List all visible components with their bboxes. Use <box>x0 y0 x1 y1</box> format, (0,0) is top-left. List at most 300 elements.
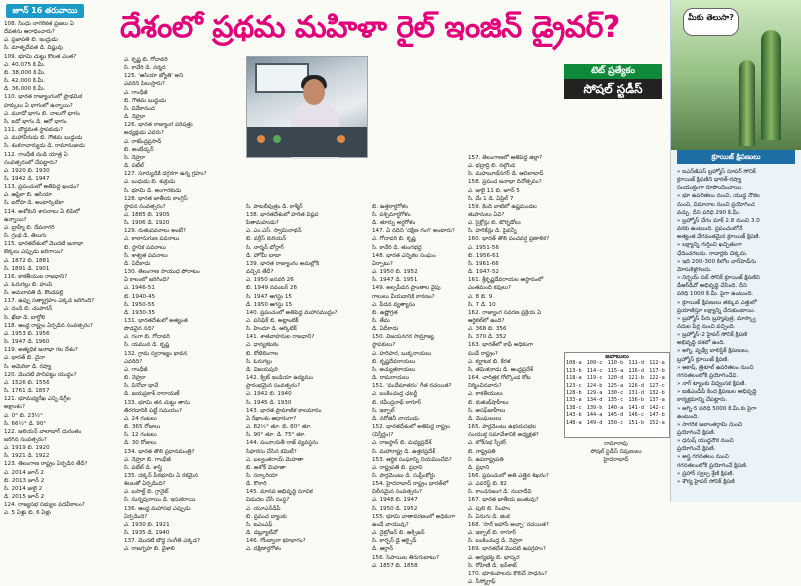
question-line: ఎ. ఎం.ఎస్. స్వామినాథన్ <box>246 228 302 235</box>
question-line: 134. భారత తొలి ప్రధానమంత్రి? <box>124 448 195 455</box>
question-line: 162. రాజ్యాంగ సవరణ ప్రక్రియ ఏ <box>468 309 542 316</box>
question-line: బి. 365 రోజులు <box>124 424 161 431</box>
question-line: డి. జయప్రకాశ్ నారాయణ్ <box>124 391 180 398</box>
question-line <box>468 129 560 137</box>
question-column-6 <box>564 104 668 348</box>
question-line: 140. ప్రపంచంలో అతిపెద్ద మహాసముద్రం? <box>246 309 338 316</box>
question-line: ఎ. ఎవరెస్ట్ బి. కె2 <box>468 481 507 488</box>
answer-cell: 139-b <box>586 404 603 411</box>
question-line <box>468 105 560 113</box>
question-line: సి. 1761 డి. 1857 <box>4 388 50 395</box>
sidebar-line: ప్రయోగించే క్షిపణి. <box>677 446 716 453</box>
question-line: ఎ. 1885 బి. 1905 <box>124 211 170 218</box>
question-line: సిఫారసు చేసిన కమిటీ? <box>246 448 297 455</box>
question-line: (విస్తీర్ణం)? <box>372 432 394 439</box>
question-line <box>246 178 364 186</box>
question-line: 151. 'వందేమాతరం' గీత రచయిత? <box>372 383 452 390</box>
answer-cell: 133-a <box>566 397 582 404</box>
question-line: 158. ప్రపంచ జనాభా దినోత్సవం? <box>468 179 542 186</box>
question-line: బి. నెహ్రూ <box>124 375 146 382</box>
question-line: ఎ. ఇక్బాల్ బి. ఠాగూర్ <box>468 530 516 537</box>
answer-cell: 109-c <box>586 360 603 367</box>
answer-cell: 137-a <box>649 397 665 404</box>
question-line: 111. బౌద్ధమత స్థాపకుడు? <box>4 127 63 134</box>
sidebar-line: » ఇది 200-300 కిలోల వార్‌హెడ్‌ను <box>677 258 757 265</box>
question-line: 126. భారత రాజ్యాంగ పరిషత్తు <box>124 122 193 129</box>
question-line: సి. తమిళనాడు డి. ఆంధ్రప్రదేశ్ <box>468 366 533 373</box>
question-line: ఎ. దండి బి. చంపారన్ <box>4 306 53 313</box>
question-line: 117. ఉప్పు సత్యాగ్రహం ఎక్కడ జరిగింది? <box>4 298 95 305</box>
question-line: ఎ. ఓరుగల్లు బి. హంపి <box>4 282 53 288</box>
answer-cell: 150-c <box>607 419 624 426</box>
question-line: 163. భారత్‌లో కాఫీ అధికంగా <box>468 342 534 349</box>
sidebar-line: » బ్రహ్మోస్ పేరు బ్రహ్మపుత్ర, మాస్క్వా <box>677 315 756 322</box>
question-line: ఎ. కాలానుగుణ పవనాలు <box>124 236 180 243</box>
question-line: ఎ. రాజేంద్రప్రసాద్ <box>124 138 162 145</box>
answer-cell: 125-a <box>607 382 624 389</box>
question-column-5 <box>468 56 560 585</box>
answer-cell: 138-c <box>566 404 582 411</box>
question-line <box>372 162 464 170</box>
sidebar-line: » అస్త్ర గగనతలం నుంచి <box>677 454 729 461</box>
question-line: 135. దక్కన్ పీఠభూమి ఏ రకమైన <box>124 472 199 479</box>
question-line: పండే రాష్ట్రం? <box>468 350 498 357</box>
question-line: ఎ. బుధుడు బి. శుక్రుడు <box>124 179 176 186</box>
question-line: డి. రామరాయలు <box>372 375 410 382</box>
sidebar-line: అభివృద్ధి దశలో ఉంది. <box>677 340 726 347</box>
question-line: 170. భూకంపాలను కొలిచే సాధనం? <box>468 570 548 577</box>
question-line: సి. హరికేన్లు డి. పైవన్నీ <box>468 228 517 235</box>
answer-cell: 118-a <box>566 375 582 382</box>
question-line: శిలలతో ఏర్పడింది? <box>124 481 166 488</box>
question-line: 129. రుతుపవనాలు అంటే? <box>124 228 186 235</box>
question-line: 157. తెలంగాణలో అతిపెద్ద జిల్లా? <box>468 154 543 161</box>
question-line: 120. మొదటి పానిపట్టు యుద్ధం? <box>4 371 77 378</box>
answer-cell: 120-d <box>607 375 624 382</box>
sidebar-line: వచ్చు. దీని పరిధి 290 కి.మీ. <box>677 209 741 216</box>
question-line: సి. కావేరి డి. తుంగభద్ర <box>372 244 422 251</box>
question-line: సి. 1950-55 <box>124 301 155 308</box>
question-line <box>372 121 464 129</box>
question-line: 150. విజయనగర సామ్రాజ్య <box>372 334 434 341</box>
answers-row <box>565 405 669 412</box>
question-line <box>246 187 364 195</box>
answers-table <box>565 360 669 427</box>
question-line <box>468 64 560 72</box>
question-line: లెక్కలు ఎప్పుడు జరిగాయి? <box>4 249 64 256</box>
sidebar-line: » ఐజీఎండీపీ కింద క్షిపణుల అభివృద్ధి <box>677 389 757 396</box>
question-line: ఎ. 1942 బి. 1940 <box>246 391 292 398</box>
question-line: సి. ఏనుగు డి. జింక <box>468 513 510 520</box>
missile-icon <box>739 60 755 146</box>
question-line: డి. మొఘలులు <box>468 415 502 422</box>
question-line: ఎ. మూడో భాగం బి. నాలుగో భాగం <box>4 110 80 117</box>
question-line: బి. స్థానిక పవనాలు <box>124 244 166 251</box>
sidebar-line: » నిర్భయ్ సబ్ సోనిక్ క్రూయిజ్ క్షిపణిని <box>677 275 760 282</box>
answer-cell: 115-a <box>607 367 624 374</box>
question-line: సి. 1921 డి. 1922 <box>4 453 50 460</box>
question-line: సి. హిందూ డి. ఆర్కిటిక్ <box>246 326 297 333</box>
question-line: 127. సూర్యుడికి దగ్గరగా ఉన్న గ్రహం? <box>124 171 207 178</box>
question-line: ఎ. 1930 బి. 1921 <box>124 521 170 528</box>
train-driver-photo <box>246 56 368 158</box>
question-line: డి. 1947-52 <box>468 269 500 276</box>
question-line: తిరగడానికి పట్టే సమయం? <box>124 407 183 414</box>
answers-row <box>565 420 669 427</box>
question-line: బి. ఉత్తరార్ధగోళం <box>372 203 408 210</box>
question-line: ఎ. ప్రజాపతి బి. ఇంద్రుడు <box>4 37 58 44</box>
answer-cell: 110-b <box>607 360 624 367</box>
question-line <box>372 138 464 146</box>
question-line <box>246 162 364 170</box>
question-line: 132. గ్రామ స్వరాజ్యం భావన <box>124 350 188 357</box>
answers-row <box>565 360 669 367</box>
question-line: ఎ. సీస్మోగ్రాఫ్ <box>468 579 496 585</box>
question-line: 130. తెలంగాణ సాయుధ పోరాటం <box>124 269 200 276</box>
sidebar-line: క్రూయిజ్ క్షిపణిని భారత్-రష్యా <box>677 177 742 184</box>
question-line <box>372 113 464 121</box>
question-line: ఎ. బసాల్ట్ బి. గ్రానైట్ <box>124 489 169 496</box>
question-line: సి. నార్మన్ బోర్లాగ్ <box>246 244 284 251</box>
sidebar-line: » అగ్ని-5 పరిధి 5000 కి.మీ.కు పైగా <box>677 405 757 412</box>
question-line: సి. వివేకానంద <box>124 105 155 112</box>
sidebar-line: » ధనుష్ యుద్ధనౌక నుంచి <box>677 438 734 445</box>
question-line: 115. భారతదేశంలో మొదటి జనాభా <box>4 241 84 248</box>
question-line: సంయుక్త సమావేశానికి అధ్యక్షత? <box>468 432 539 439</box>
question-line: సి. 90° తూ. డి. 75° తూ. <box>246 432 307 439</box>
question-line: సంవత్సరంలో చేపట్టారు? <box>4 159 58 166</box>
sidebar-line: » నాగ్ ట్యాంకు విధ్వంసక క్షిపణి. <box>677 381 747 388</box>
question-line: సి. మహబూబ్‌నగర్ డి. ఆదిలాబాద్ <box>468 171 544 178</box>
question-line: 122. జలియన్ వాలాబాగ్ దురంతం <box>4 428 82 435</box>
question-line: బి. అంబేడ్కర్ <box>124 146 154 153</box>
question-line: సి. కావేరి డి. నర్మద <box>124 65 166 72</box>
question-line <box>246 195 364 203</box>
question-line: డి. డబ్ల్యూటీవో <box>246 530 278 537</box>
question-line: ఎ. 1872 బి. 1881 <box>4 257 50 264</box>
question-line: 143. భారత ప్రామాణిక కాలమానం <box>246 407 322 414</box>
answer-cell: 124-b <box>586 382 603 389</box>
question-line <box>372 89 464 97</box>
question-line: బి. 1949 నవంబర్ 26 <box>246 285 298 292</box>
question-line: 138. భారతదేశంలో హరిత విప్లవ <box>246 211 319 218</box>
question-line: అధ్యక్షుడు ఎవరు? <box>124 130 164 137</box>
question-line: సి. ఉపరాష్ట్రపతి <box>468 456 504 463</box>
question-line: డి. 1950 ఆగస్టు 15 <box>246 301 293 308</box>
question-line: 125. 'ఆసియా జ్యోతి' అని <box>124 73 184 80</box>
question-line: సి. సర్కారియా <box>246 472 278 479</box>
sidebar-line: వరకు ఉంటుంది. ప్రపంచంలోనే <box>677 226 743 233</box>
question-line: సి. గ్రంథ డి. తెలుగు <box>4 233 47 240</box>
question-line: జరిగిన సంవత్సరం? <box>4 436 47 443</box>
sidebar-line: నుంచి, విమానాల నుంచి ప్రయోగించ <box>677 201 755 208</box>
question-line: 116. కాకతీయుల రాజధాని? <box>4 273 68 280</box>
question-line: 108. సింధు నాగరికత ప్రజలు ఏ <box>4 21 74 27</box>
question-line: ఎ. బ్రాహ్మీ బి. దేవనాగరి <box>4 224 55 231</box>
answer-cell: 112-a <box>649 360 665 367</box>
question-line: డి. ఏదీకాదు <box>124 260 151 267</box>
question-line: వచ్చిన తేదీ? <box>246 269 274 276</box>
answers-row <box>565 397 669 404</box>
question-line: ఎ. భారత్ బి. చైనా <box>4 355 45 362</box>
answer-cell: 116-d <box>628 367 645 374</box>
answer-cell: 144-a <box>586 412 603 419</box>
answer-cell: 130-c <box>607 390 624 397</box>
question-line: ఎ. పీడన వ్యత్యాసం <box>372 301 416 308</box>
question-line: సి. 1906 డి. 1920 <box>124 220 170 227</box>
question-line: 133. భూమి తన చుట్టు తాను <box>124 399 190 406</box>
sidebar-line: » శౌర్య హైపర్ సోనిక్ క్షిపణి <box>677 478 735 485</box>
question-line <box>372 129 464 137</box>
question-line: ఎ. గోదావరి బి. కృష్ణ <box>372 236 416 243</box>
question-line: సి. వినోబా భావే <box>124 383 159 390</box>
question-line: ఎ. 1920 బి. 1930 <box>4 167 50 174</box>
question-line: స్థాపన సంవత్సరం? <box>124 203 166 210</box>
question-line: బి. రాష్ట్రపతి <box>468 448 496 455</box>
social-studies-label: సోషల్ స్టడీస్ <box>564 79 662 99</box>
question-line: బి. రవీంద్రనాథ్ ఠాగూర్ <box>372 399 422 406</box>
question-line: ఉండే వాయువు? <box>372 521 409 528</box>
question-line: ఎ. జులై 11 బి. జూన్ 5 <box>468 187 520 194</box>
question-line: దేవతను ఆరాధించారు? <box>4 29 55 36</box>
sidebar-line: బ్రహ్మోస్ క్రూయిజ్ క్షిపణి. <box>677 356 729 363</box>
sidebar-line: ప్రయాణిస్తూ లక్ష్యాన్ని చేరుకుంటాయి. <box>677 307 756 314</box>
question-line: డి. కొఠారి <box>246 481 267 488</box>
question-line: ఎ. గాంధీజీ <box>124 366 148 373</box>
sidebar-line: మోసుకెళ్లగలదు. <box>677 266 712 273</box>
question-line: ఏ రేఖాంశం ఆధారంగా? <box>246 415 297 422</box>
question-line: 139. భారత రాజ్యాంగం అమల్లోకి <box>246 260 320 267</box>
question-line <box>468 80 560 88</box>
question-line <box>372 105 464 113</box>
question-line: 167. భారత జాతీయ జంతువు? <box>468 497 539 504</box>
question-line: సి. ఐరోపా డి. అంటార్కిటికా <box>4 200 64 207</box>
question-line: 142. క్విట్ ఇండియా ఉద్యమం <box>246 375 314 382</box>
question-column-2 <box>124 56 242 553</box>
question-line <box>468 121 560 129</box>
question-line: 149. అల్పపీడన ప్రాంతాల వైపు <box>372 285 441 292</box>
answers-row <box>565 383 669 390</box>
question-line: డి. పటేల్ <box>124 163 144 170</box>
question-line: హక్కులు ఏ భాగంలో ఉన్నాయి? <box>4 102 73 109</box>
question-line: బి. కుతుబ్‌షాహీలు <box>468 399 509 406</box>
question-line: 110. భారత రాజ్యాంగంలో ప్రాథమిక <box>4 94 83 101</box>
question-line: సి. ఇక్బాల్ <box>372 407 395 414</box>
question-line: ఎ. 1948 బి. 1947 <box>372 497 418 504</box>
question-line: బి. గౌతమ బుద్ధుడు <box>124 97 167 104</box>
question-line: 112. గాంధీజీ దండి యాత్ర ఏ <box>4 151 68 158</box>
question-line: 114. అశోకుని శాసనాలు ఏ లిపిలో <box>4 208 80 215</box>
question-line: సి. 66½° డి. 90° <box>4 420 47 427</box>
answers-box <box>564 352 670 438</box>
question-line: బి. కృష్ణదేవరాయలు <box>372 358 416 365</box>
answer-cell: 131-d <box>628 390 645 397</box>
question-line: స్థాపకులు? <box>372 342 396 349</box>
missile-illustration <box>671 0 801 150</box>
question-line: ఎ. బల్వంతరాయ్ మెహతా <box>246 456 304 463</box>
answer-cell: 143-b <box>566 412 582 419</box>
question-line: ఎ. 82½° తూ. బి. 80° తూ. <box>246 424 312 431</box>
question-line: ఎ. పులి బి. సింహం <box>468 505 511 512</box>
question-line: సి. మహారాష్ట్ర డి. ఉత్తరప్రదేశ్ <box>372 448 436 455</box>
answer-cell: 140-a <box>607 404 624 411</box>
question-line: 128. భారత జాతీయ కాంగ్రెస్ <box>124 195 188 202</box>
question-line <box>468 72 560 80</box>
question-line: సి. 1945 డి. 1930 <box>246 399 292 406</box>
question-line <box>372 195 464 203</box>
question-line: ఎ. 24 గంటలు <box>124 415 157 422</box>
question-line: బి. 38,000 కి.మీ. <box>4 69 46 76</box>
question-line <box>372 154 464 162</box>
question-line: ఎ. హరిహర, బుక్కరాయలు <box>372 350 432 357</box>
question-line: పొడవైన నది? <box>124 326 155 333</box>
question-line: సి. 1891 డి. 1901 <box>4 265 50 272</box>
question-line <box>372 97 464 105</box>
question-line <box>468 113 560 121</box>
answers-row <box>565 368 669 375</box>
answer-cell: 145-d <box>607 412 624 419</box>
sidebar-line: పరిధి 1000 కి.మీ. పైగా ఉంటుంది. <box>677 291 754 298</box>
question-line: ఎ. 1951-56 <box>468 244 499 251</box>
question-line <box>468 146 560 154</box>
question-line: ప్రారంభమైన సంవత్సరం? <box>246 383 301 390</box>
question-line: 169. భారతదేశ మొదటి ఉపగ్రహం? <box>468 546 546 553</box>
question-line <box>372 64 464 72</box>
question-line: 165. పార్లమెంటు ఉభయసభల <box>468 424 537 431</box>
question-line: గాలులు వీయడానికి కారణం? <box>372 293 435 300</box>
question-line: సి. 12 గంటలు <box>124 432 157 439</box>
answer-cell: 113-b <box>566 367 582 374</box>
question-line: 131. భారతదేశంలో అత్యంత <box>124 318 188 324</box>
answer-cell: 129-a <box>586 390 603 397</box>
question-line: సి. 1950 డి. 1952 <box>372 505 418 512</box>
question-line: 147. ఏ నదిని 'దక్షిణ గంగ' అంటారు? <box>372 228 455 235</box>
question-line: ఎ. 0° బి. 23½° <box>4 412 43 419</box>
answers-row <box>565 375 669 382</box>
sidebar-line: » సాగరిక జలాంతర్గామి నుంచి <box>677 421 743 428</box>
sidebar-line: నదుల పేర్ల నుంచి వచ్చింది. <box>677 323 736 330</box>
question-line: 166. ప్రపంచంలో అతి ఎత్తైన శిఖరం? <box>468 472 549 479</box>
question-line: నిర్మించినవారు? <box>468 383 502 390</box>
question-line: ఎ. 1946-51 <box>124 285 155 292</box>
question-line: 113. ప్రపంచంలో అతిపెద్ద ఖండం? <box>4 184 80 191</box>
sidebar-line: ఉంటుంది. <box>677 413 700 420</box>
answer-cell: 151-b <box>628 419 645 426</box>
sidebar-did-you-know <box>670 0 801 502</box>
question-line: 121. భూమధ్యరేఖ ఎన్ని డిగ్రీల <box>4 396 71 403</box>
tet-special-box <box>564 64 662 100</box>
question-line: సి. శంకరాచార్యుడు డి. రామానుజుడు <box>4 143 85 150</box>
question-line <box>372 72 464 80</box>
question-line <box>246 170 364 178</box>
answer-cell: 123-c <box>566 382 582 389</box>
question-line: డి. విజయపురి <box>246 366 278 373</box>
question-line: ఎ. గాంధీజీ <box>124 89 148 96</box>
question-line: ఎ. బంకించంద్ర ఛటర్జీ <box>372 391 418 398</box>
question-line: డి. ఏదీకాదు <box>372 326 399 333</box>
question-line: సి. 2014 జులై 2 <box>4 485 43 492</box>
sidebar-line: కార్యక్రమాన్ని చేపట్టారు. <box>677 397 728 404</box>
sidebar-line: ప్రయోగించే క్షిపణి. <box>677 430 716 436</box>
answers-row <box>565 412 669 419</box>
question-line: సి. ఐఎంఎఫ్ <box>246 521 273 528</box>
sidebar-line: » ఆకాష్, త్రిశూల్ ఉపరితలం నుంచి <box>677 364 754 371</box>
answer-cell: 121-b <box>628 375 645 382</box>
question-line: 161. శ్రీకృష్ణదేవరాయల ఆస్థానంలో <box>468 277 544 284</box>
question-line: ఎంతమంది కవులు? <box>468 285 512 292</box>
question-line: ఆర్టికల్‌లో ఉంది? <box>468 318 505 324</box>
answer-cell: 132-b <box>649 390 665 397</box>
question-line <box>372 80 464 88</box>
question-line: సి. శాశ్వత పవనాలు <box>124 252 168 259</box>
question-line: బి. అశోక్ మెహతా <box>246 464 286 471</box>
answer-cell: 147-b <box>649 412 665 419</box>
answer-cell: 127-c <box>649 382 665 389</box>
question-line: సి. మాతృదేవత డి. విష్ణువు <box>4 45 63 52</box>
question-line: 153. ఆర్థిక సంఘాన్ని నియమించేది? <box>372 456 452 463</box>
question-line: సి. అచ్యుతరాయలు <box>372 366 416 373</box>
question-line: డి. ఆర్గాన్ <box>372 546 394 553</box>
question-line: ఎ. కృష్ణ బి. గోదావరి <box>124 57 168 63</box>
answer-cell: 149-d <box>586 419 603 426</box>
question-line: సి. ఐదో భాగం డి. ఆరో భాగం <box>4 118 67 125</box>
question-line: 146. గోండ్వానా భూభాగం? <box>246 538 306 545</box>
question-line: సి. 7 డి. 10 <box>468 301 496 308</box>
question-line <box>372 56 464 64</box>
answer-cell: 141-d <box>628 404 645 411</box>
question-line: ఎ. 368 బి. 356 <box>468 326 507 333</box>
question-line: ఎ. సైక్లోన్లు బి. టొర్నడోలు <box>468 220 521 227</box>
question-line: సి. 1947 డి. 1960 <box>4 339 50 346</box>
question-line: సి. తేమ <box>372 318 390 324</box>
question-line: 160. భారత్ తొలి పంచవర్ష ప్రణాళిక? <box>468 236 550 243</box>
answer-cell: 136-b <box>628 397 645 404</box>
question-line <box>468 89 560 97</box>
question-line: డి. 30 రోజులు <box>124 440 157 447</box>
question-line: 141. శాతవాహనుల రాజధాని? <box>246 334 315 341</box>
question-line: డి. 1930-35 <box>124 309 156 316</box>
sidebar-line: » బ్రహ్మోస్ వేగం మాక్ 2.8 నుంచి 3.0 <box>677 217 760 224</box>
sidebar-text <box>677 168 797 498</box>
question-line: 168. 'సారే జహాసే అచ్ఛా' రచయిత? <box>468 521 549 528</box>
question-line: డి. నెహ్రూ <box>124 114 146 121</box>
question-line: సి. పటేల్ డి. శాస్త్రి <box>124 464 162 471</box>
answer-cell: 135-c <box>607 397 624 404</box>
sidebar-line: అత్యంత వేగవంతమైన క్రూయిజ్ క్షిపణి. <box>677 234 761 241</box>
did-you-know-bubble: మీకు తెలుసా? <box>683 8 739 36</box>
question-line: సి. 370 డి. 352 <box>468 334 507 341</box>
question-line: తుపానులు ఏవి? <box>468 211 505 218</box>
question-line: డి. తూర్పు అర్ధగోళం <box>372 220 416 227</box>
question-line: ఎ. ఆఫ్రికా బి. ఆసియా <box>4 192 52 199</box>
question-line: 144. పంచాయతీ రాజ్ వ్యవస్థను <box>246 440 318 447</box>
question-line: ఉన్నాయి? <box>4 216 27 223</box>
tet-special-label: టెట్ ప్రత్యేకం <box>564 64 662 79</box>
sidebar-line: » అగ్ని, పృథ్వీ బాలిస్టిక్ క్షిపణులు, <box>677 348 750 355</box>
question-line: 109. భూమి చుట్టు కొలత ఎంత? <box>4 53 77 60</box>
author-place: హైదరాబాద్ <box>603 457 629 463</box>
question-line: సి. ఖేడా డి. బార్డోలి <box>4 314 46 321</box>
question-line: బి. ప్రపంచ బ్యాంకు <box>246 513 287 520</box>
sidebar-line: » ఐఎన్‌జీఎస్ బ్రహ్మోస్ సూపర్ సోనిక్ <box>677 169 756 175</box>
answer-cell: 117-b <box>649 367 665 374</box>
question-line: 145. మానవ అభివృద్ధి సూచిక <box>246 489 313 496</box>
answer-cell: 146-c <box>628 412 645 419</box>
question-line: 137. మొదటి బౌద్ధ సంగీతి ఎక్కడ? <box>124 538 200 545</box>
question-line: సి. 42,000 కి.మీ. <box>4 78 46 85</box>
question-line: 119. అత్యధిక జనాభా గల దేశం? <box>4 347 78 354</box>
driver-head <box>303 79 325 105</box>
